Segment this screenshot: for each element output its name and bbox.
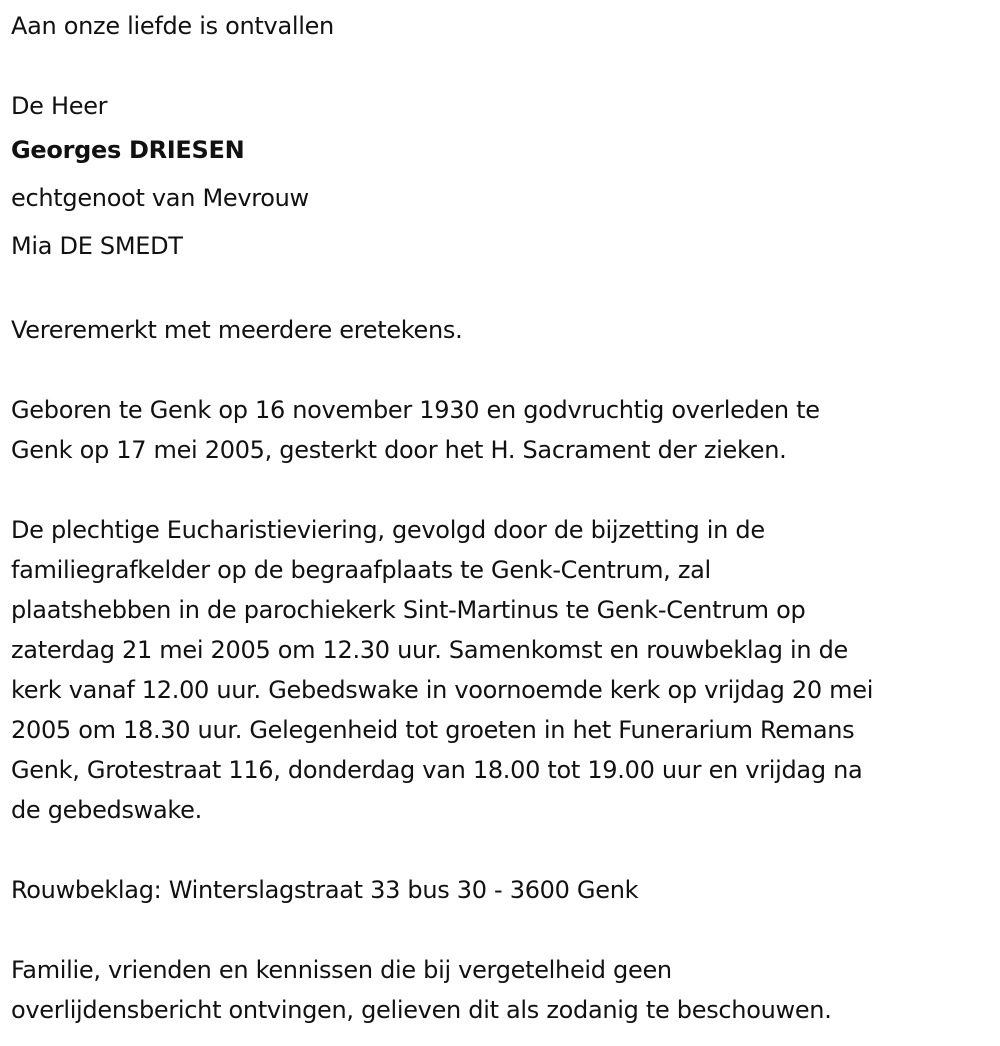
ceremony-line: familiegrafkelder op de begraafplaats te Genk-Centrum, zal bbox=[11, 556, 711, 584]
ceremony-line: kerk vanaf 12.00 uur. Gebedswake in voornoemde kerk op vrijdag 20 mei bbox=[11, 676, 874, 704]
closing-line: Familie, vrienden en kennissen die bij vergetelheid geen bbox=[11, 956, 672, 984]
ceremony-line: de gebedswake. bbox=[11, 796, 202, 824]
spouse-label: echtgenoot van Mevrouw bbox=[11, 184, 309, 212]
ceremony-paragraph bbox=[11, 510, 986, 830]
ceremony-line: plaatshebben in de parochiekerk Sint-Martinus te Genk-Centrum op bbox=[11, 596, 806, 624]
condolence-address: Rouwbeklag: Winterslagstraat 33 bus 30 - 3600 Genk bbox=[11, 876, 639, 904]
spouse-name: Mia DE SMEDT bbox=[11, 232, 183, 260]
deceased-name: Georges DRIESEN bbox=[11, 136, 245, 164]
honours-line: Vereremerkt met meerdere eretekens. bbox=[11, 316, 463, 344]
closing-paragraph bbox=[11, 950, 986, 1030]
ceremony-line: De plechtige Eucharistieviering, gevolgd door de bijzetting in de bbox=[11, 516, 765, 544]
intro-line: Aan onze liefde is ontvallen bbox=[11, 12, 334, 40]
birth-death-line: Geboren te Genk op 16 november 1930 en godvruchtig overleden te bbox=[11, 396, 820, 424]
obituary-notice bbox=[11, 0, 986, 1030]
closing-line: overlijdensbericht ontvingen, gelieven dit als zodanig te beschouwen. bbox=[11, 996, 832, 1024]
ceremony-line: zaterdag 21 mei 2005 om 12.30 uur. Samenkomst en rouwbeklag in de bbox=[11, 636, 848, 664]
birth-death-line: Genk op 17 mei 2005, gesterkt door het H. Sacrament der zieken. bbox=[11, 436, 787, 464]
ceremony-line: 2005 om 18.30 uur. Gelegenheid tot groeten in het Funerarium Remans bbox=[11, 716, 855, 744]
ceremony-line: Genk, Grotestraat 116, donderdag van 18.00 tot 19.00 uur en vrijdag na bbox=[11, 756, 863, 784]
honorific-title: De Heer bbox=[11, 92, 108, 120]
birth-death-paragraph bbox=[11, 390, 986, 470]
